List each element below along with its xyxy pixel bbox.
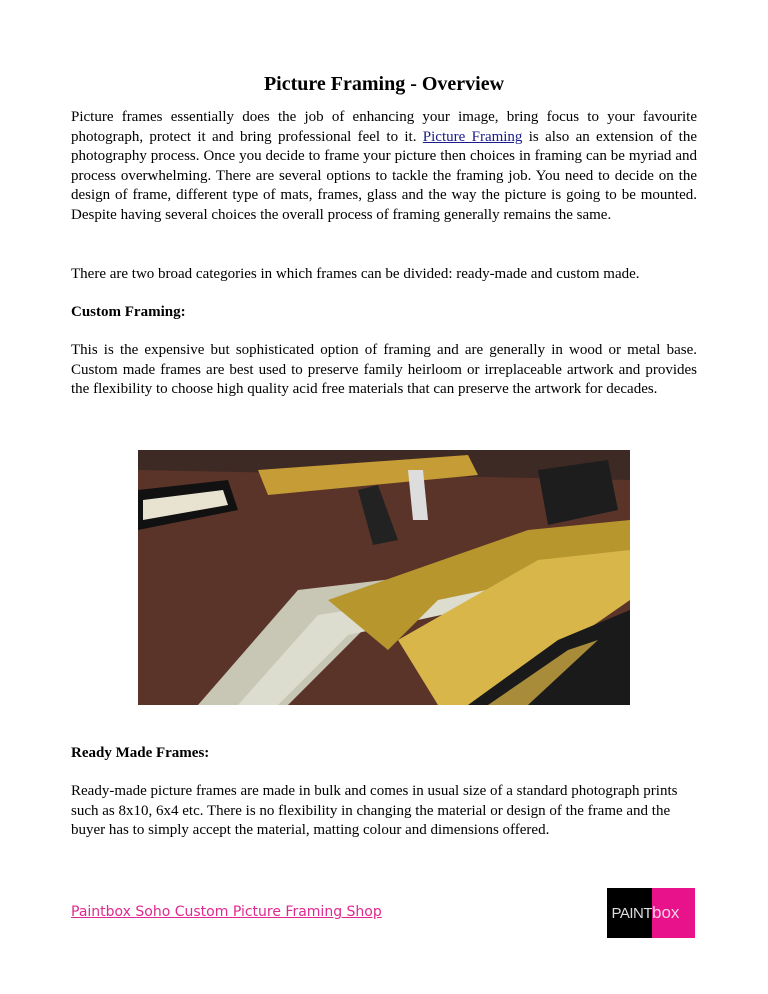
intro-paragraph — [71, 108, 697, 226]
ready-made-paragraph: Ready-made picture frames are made in bulk and comes in usual size of a standard photograph prints such as 8x10, 6x4 etc. There is no flexibility in changing the material or design of the frame and the buyer has to simply accept the material, matting colour and dimensions offered. — [71, 783, 678, 839]
categories-paragraph: There are two broad categories in which frames can be divided: ready-made and custom made. — [71, 266, 640, 282]
intro-text: Picture frames essentially does the job of enhancing your image, bring focus to your favourite photograph, protect it and bring professional feel to it. — [71, 109, 697, 145]
custom-framing-paragraph: This is the expensive but sophisticated option of framing and are generally in wood or metal base. Custom made frames are best used to preserve family heirloom or irreplaceable artwork and provides the flexibility to choose high quality acid free materials that can preserve the artwork for decades. — [71, 342, 697, 398]
footer-shop-link[interactable]: Paintbox Soho Custom Picture Framing Shop — [71, 904, 382, 920]
paintbox-logo — [607, 888, 695, 938]
ready-made-heading: Ready Made Frames: — [71, 745, 210, 761]
page-title: Picture Framing - Overview — [263, 73, 505, 95]
intro-text-cont: is also an extension of the photography process. Once you decide to frame your picture then choices in framing can be myriad and process overwhelming. There are several options to tackle the framing job. You need to decide on the design of frame, different type of mats, frames, glass and the way the picture is going to be mounted. Despite having several choices the overall process of framing generally remains the same. — [71, 128, 697, 223]
frame-samples-photo — [138, 450, 630, 705]
custom-framing-heading: Custom Framing: — [71, 304, 186, 320]
logo-left: PAINT — [607, 888, 652, 938]
logo-right: box — [652, 888, 695, 938]
picture-framing-link[interactable]: Picture Framing — [422, 128, 523, 145]
